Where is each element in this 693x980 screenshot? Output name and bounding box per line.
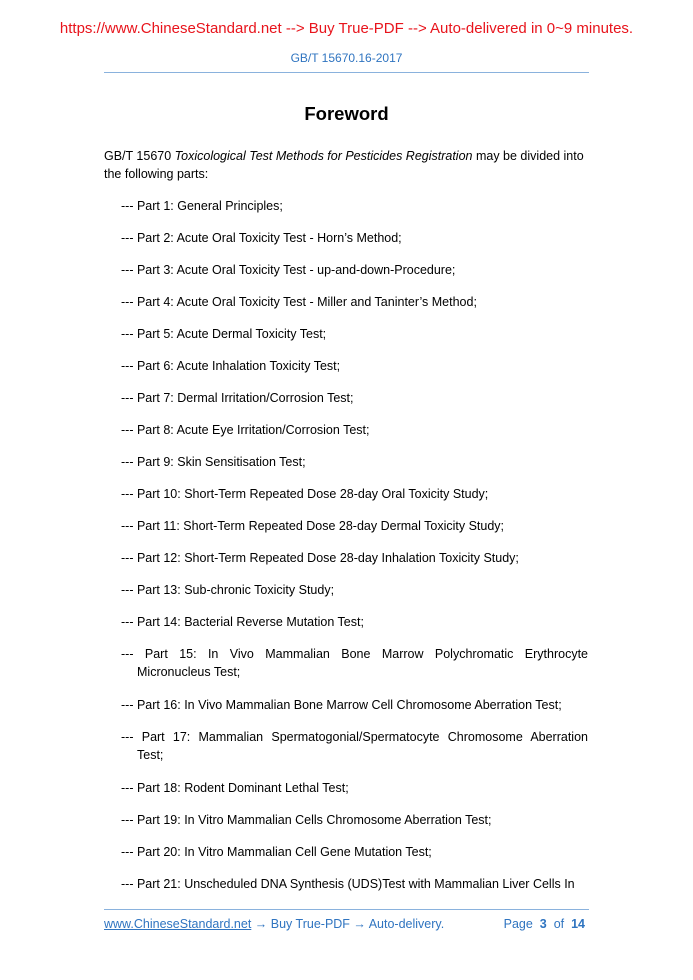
top-banner-link[interactable]: https://www.ChineseStandard.net --> Buy True-PDF --> Auto-delivered in 0~9 minutes.	[59, 20, 634, 37]
standard-code-header: GB/T 15670.16-2017	[290, 51, 403, 65]
list-item: --- Part 16: In Vivo Mammalian Bone Marrow Cell Chromosome Aberration Test;	[121, 698, 562, 712]
intro-suffix: may be divided into the following parts:	[104, 149, 584, 181]
list-item: --- Part 17: Mammalian Spermatogonial/Spermatocyte Chromosome Aberration Test;	[121, 730, 588, 762]
list-item: --- Part 13: Sub-chronic Toxicity Study;	[121, 583, 335, 597]
intro-prefix: GB/T 15670	[104, 149, 175, 163]
list-item: --- Part 12: Short-Term Repeated Dose 28-day Inhalation Toxicity Study;	[121, 551, 519, 565]
list-item: --- Part 19: In Vitro Mammalian Cells Chromosome Aberration Test;	[121, 813, 492, 827]
page-current: 3	[539, 917, 547, 931]
footer-promo: → Buy True-PDF → Auto-delivery.	[251, 917, 445, 931]
list-item: --- Part 18: Rodent Dominant Lethal Test;	[121, 781, 349, 795]
list-item: --- Part 10: Short-Term Repeated Dose 28-day Oral Toxicity Study;	[121, 487, 489, 501]
footer-site-link[interactable]: www.ChineseStandard.net	[104, 917, 252, 931]
list-item: --- Part 8: Acute Eye Irritation/Corrosion Test;	[121, 423, 370, 437]
list-item: --- Part 6: Acute Inhalation Toxicity Test;	[121, 359, 341, 373]
list-item: --- Part 14: Bacterial Reverse Mutation Test;	[121, 615, 364, 629]
page-footer	[104, 916, 589, 932]
list-item: --- Part 15: In Vivo Mammalian Bone Marrow Polychromatic Erythrocyte Micronucleus Test;	[121, 647, 588, 679]
page-indicator	[504, 916, 585, 932]
list-item: --- Part 9: Skin Sensitisation Test;	[121, 455, 306, 469]
series-title: Toxicological Test Methods for Pesticides Registration	[174, 149, 473, 163]
list-item: --- Part 11: Short-Term Repeated Dose 28-day Dermal Toxicity Study;	[121, 519, 505, 533]
page-total: 14	[571, 917, 585, 931]
list-item: --- Part 4: Acute Oral Toxicity Test - Miller and Taninter’s Method;	[121, 295, 477, 309]
intro-paragraph	[104, 147, 589, 183]
page-title: Foreword	[304, 103, 389, 124]
list-item: --- Part 7: Dermal Irritation/Corrosion Test;	[121, 391, 354, 405]
list-item: --- Part 5: Acute Dermal Toxicity Test;	[121, 327, 327, 341]
list-item: --- Part 21: Unscheduled DNA Synthesis (UDS)Test with Mammalian Liver Cells In	[121, 877, 575, 891]
list-item: --- Part 3: Acute Oral Toxicity Test - up-and-down-Procedure;	[121, 263, 456, 277]
header-divider	[104, 72, 589, 73]
page-of: of	[553, 917, 565, 931]
footer-divider	[104, 909, 589, 910]
list-item: --- Part 1: General Principles;	[121, 199, 283, 213]
list-item: --- Part 2: Acute Oral Toxicity Test - Horn’s Method;	[121, 231, 402, 245]
page-label: Page	[503, 917, 533, 931]
list-item: --- Part 20: In Vitro Mammalian Cell Gene Mutation Test;	[121, 845, 432, 859]
